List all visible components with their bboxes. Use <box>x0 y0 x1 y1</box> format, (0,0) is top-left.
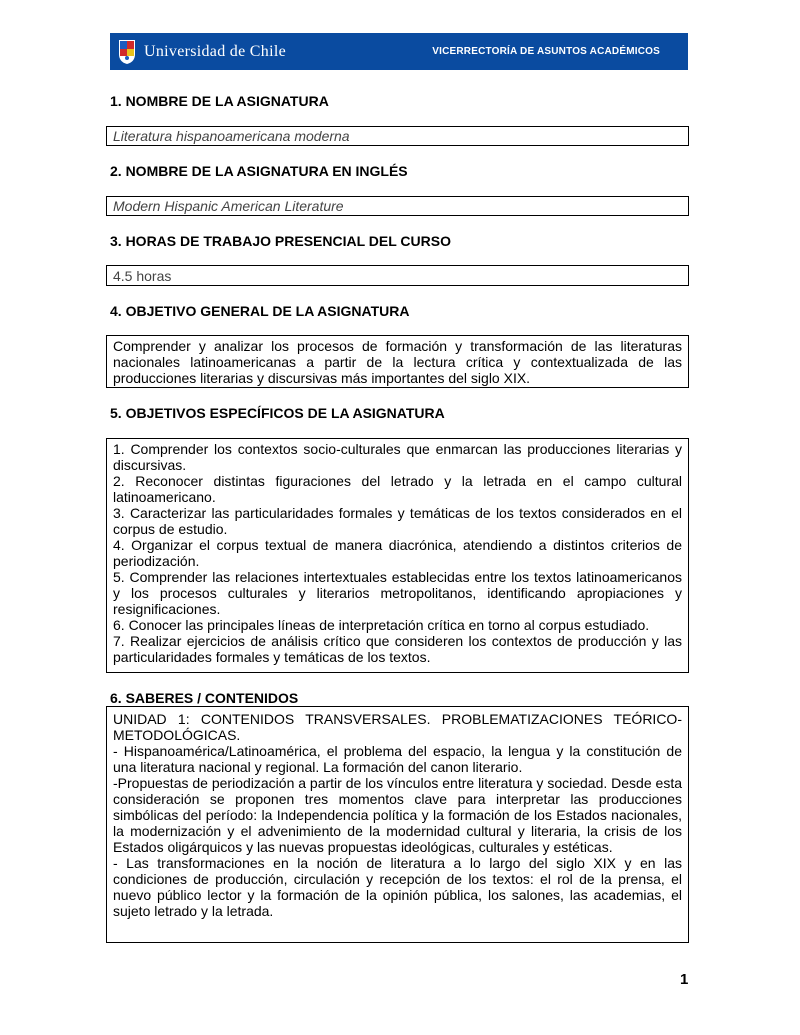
section-6-title: 6. SABERES / CONTENIDOS <box>110 690 299 706</box>
specific-objective: 3. Caracterizar las particularidades formales y temáticas de los textos considerados en el corpus de estudio. <box>113 505 682 537</box>
vicerrectoria-label: VICERRECTORÍA DE ASUNTOS ACADÉMICOS <box>432 46 660 57</box>
content-item: UNIDAD 1: CONTENIDOS TRANSVERSALES. PROBLEMATIZACIONES TEÓRICO-METODOLÓGICAS. <box>113 711 682 743</box>
section-3-box <box>106 265 689 286</box>
section-4-title: 4. OBJETIVO GENERAL DE LA ASIGNATURA <box>110 303 410 319</box>
section-1-title: 1. NOMBRE DE LA ASIGNATURA <box>110 93 329 109</box>
course-name-english: Modern Hispanic American Literature <box>113 198 344 214</box>
section-2-box <box>106 196 689 216</box>
section-4-box <box>106 335 689 388</box>
content-item: -Propuestas de periodización a partir de los vínculos entre literatura y sociedad. Desde esta consideración se proponen tres momentos clave para interpretar las producciones simbólicas del período: la Independencia política y la formación de los Estados nacionales, la modernización y el advenimiento de la modernidad cultural y literaria, la crisis de los Estados oligárquicos y las nuevas propuestas ideológicas, culturales y estéticas. <box>113 775 682 855</box>
section-5-title: 5. OBJETIVOS ESPECÍFICOS DE LA ASIGNATURA <box>110 405 445 421</box>
section-1-box <box>106 126 689 146</box>
course-hours: 4.5 horas <box>113 268 172 284</box>
section-2-title: 2. NOMBRE DE LA ASIGNATURA EN INGLÉS <box>110 163 408 179</box>
specific-objective: 1. Comprender los contextos socio-culturales que enmarcan las producciones literarias y discursivas. <box>113 441 682 473</box>
specific-objective: 6. Conocer las principales líneas de interpretación crítica en torno al corpus estudiado. <box>113 617 650 633</box>
content-item: - Hispanoamérica/Latinoamérica, el problema del espacio, la lengua y la constitución de una literatura nacional y regional. La formación del canon literario. <box>113 743 682 775</box>
course-name: Literatura hispanoamericana moderna <box>113 128 350 144</box>
content-item: - Las transformaciones en la noción de literatura a lo largo del siglo XIX y en las condiciones de producción, circulación y recepción de los textos: el rol de la prensa, el nuevo público lector y la formación de la opinión pública, los salones, las academias, el sujeto letrado y la letrada. <box>113 855 682 919</box>
header-banner <box>110 33 688 70</box>
specific-objective: 7. Realizar ejercicios de análisis crítico que consideren los contextos de producción y las particularidades formales y temáticas de los textos. <box>113 633 682 665</box>
specific-objective: 2. Reconocer distintas figuraciones del letrado y la letrada en el campo cultural latinoamericano. <box>113 473 682 505</box>
specific-objective: 5. Comprender las relaciones intertextuales establecidas entre los textos latinoamericanos y los procesos culturales y literarios metropolitanos, identificando apropiaciones y resignificaciones. <box>113 569 682 617</box>
general-objective: Comprender y analizar los procesos de formación y transformación de las literaturas nacionales latinoamericanas a partir de la lectura crítica y contextualizada de las producciones literarias y discursivas más importantes del siglo XIX. <box>113 338 682 386</box>
university-name: Universidad de Chile <box>144 42 286 60</box>
specific-objective: 4. Organizar el corpus textual de manera diacrónica, atendiendo a distintos criterios de periodización. <box>113 537 682 569</box>
page-number: 1 <box>680 971 689 988</box>
section-5-box <box>106 438 689 673</box>
university-crest-icon <box>118 39 136 65</box>
section-6-box <box>106 706 689 943</box>
section-3-title: 3. HORAS DE TRABAJO PRESENCIAL DEL CURSO <box>110 233 451 249</box>
